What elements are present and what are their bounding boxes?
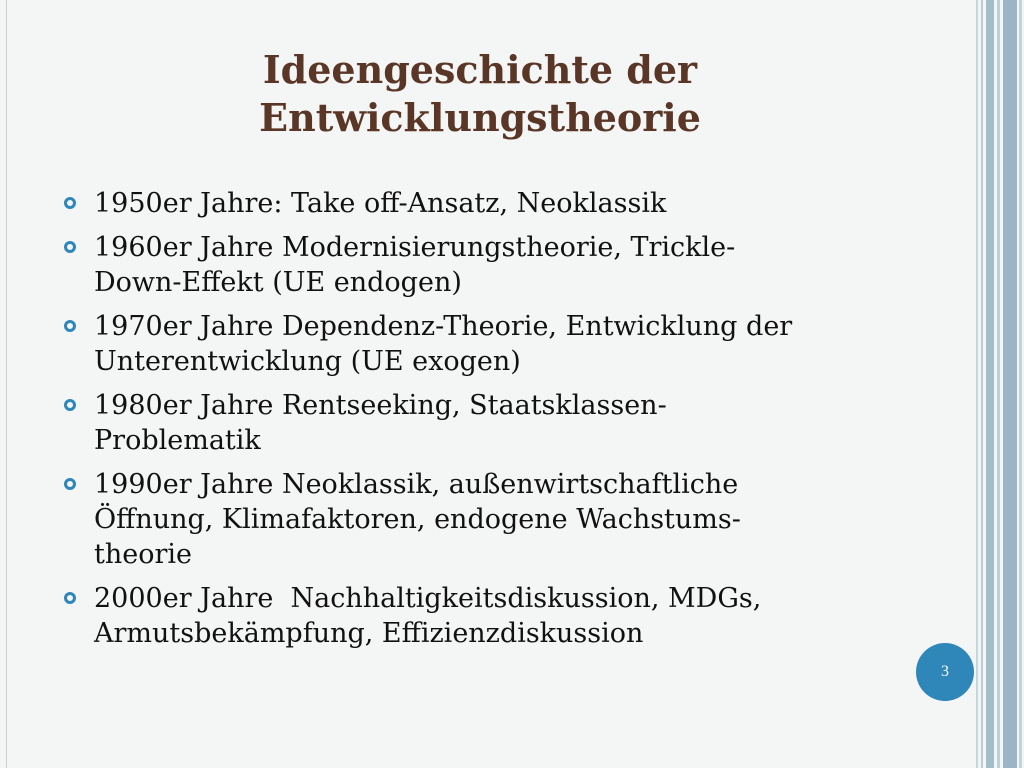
decorative-stripes xyxy=(976,0,1024,768)
list-item xyxy=(60,186,920,221)
ring-bullet-icon xyxy=(64,592,76,604)
list-item-line: Down-Effekt (UE endogen) xyxy=(94,267,462,298)
list-item-line: 1980er Jahre Rentseeking, Staatsklassen- xyxy=(94,390,667,421)
title-line-2: Entwicklungstheorie xyxy=(259,95,701,140)
ring-bullet-icon xyxy=(64,399,76,411)
list-item xyxy=(60,388,920,458)
slide-title xyxy=(40,46,920,142)
list-item-line: Armutsbekämpfung, Effizienzdiskussion xyxy=(94,618,644,649)
title-line-1: Ideengeschichte der xyxy=(262,47,698,92)
bullet-list xyxy=(60,186,920,660)
page-number-badge: 3 xyxy=(916,643,974,701)
stripe xyxy=(1003,0,1017,768)
stripe xyxy=(981,0,983,768)
list-item-line: theorie xyxy=(94,539,192,570)
list-item-line: 2000er Jahre Nachhaltigkeitsdiskussion, MDGs, xyxy=(94,583,762,614)
ring-bullet-icon xyxy=(64,197,76,209)
ring-bullet-icon xyxy=(64,320,76,332)
list-item-line: Problematik xyxy=(94,425,261,456)
list-item-line: Unterentwicklung (UE exogen) xyxy=(94,346,521,377)
list-item xyxy=(60,230,920,300)
list-item-line: 1970er Jahre Dependenz-Theorie, Entwicklung der xyxy=(94,311,793,342)
list-item xyxy=(60,467,920,572)
stripe xyxy=(997,0,1000,768)
list-item-line: 1960er Jahre Modernisierungstheorie, Trickle- xyxy=(94,232,736,263)
ring-bullet-icon xyxy=(64,478,76,490)
list-item-line: Öffnung, Klimafaktoren, endogene Wachstums- xyxy=(94,504,741,535)
frame-line xyxy=(6,0,7,768)
ring-bullet-icon xyxy=(64,241,76,253)
list-item xyxy=(60,581,920,651)
stripe xyxy=(1019,0,1022,768)
stripe xyxy=(986,0,994,768)
list-item-line: 1990er Jahre Neoklassik, außenwirtschaftliche xyxy=(94,469,739,500)
list-item-line: 1950er Jahre: Take off-Ansatz, Neoklassik xyxy=(94,188,667,219)
stripe xyxy=(976,0,978,768)
list-item xyxy=(60,309,920,379)
